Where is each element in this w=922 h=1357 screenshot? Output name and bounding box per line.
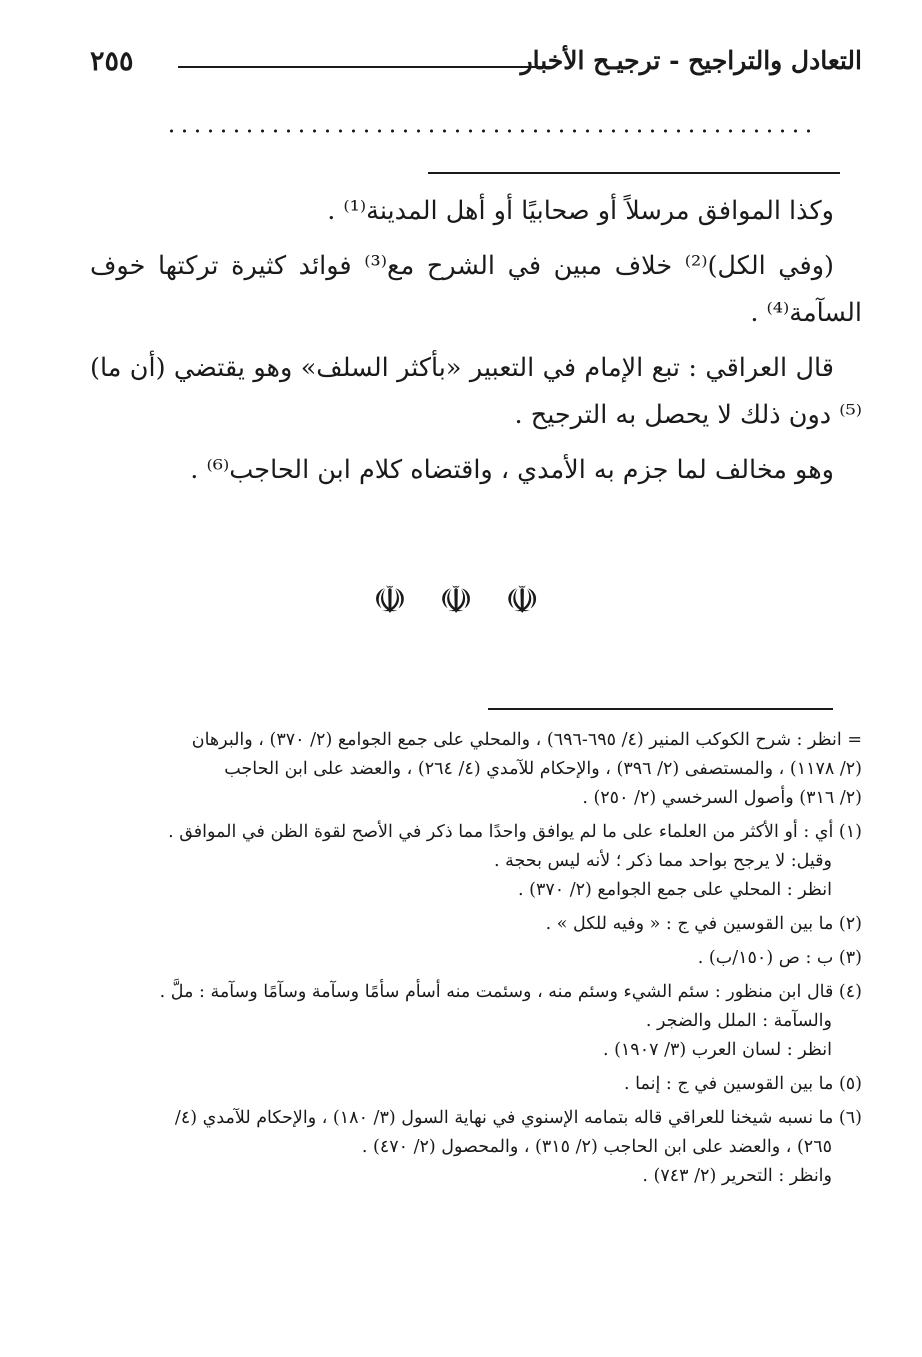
footnote-line: انظر : لسان العرب (٣/ ١٩٠٧) .: [602, 1040, 832, 1060]
footnote-line: = انظر : شرح الكوكب المنير (٤/ ٦٩٥-٦٩٦) ، والمحلي على جمع الجوامع (٢/ ٣٧٠) ، والبرهان: [191, 730, 862, 750]
footnote-line: (٢) ما بين القوسين في ج : « وفيه للكل » .: [545, 914, 862, 934]
paragraph-2-line-2: خوف السآمة⁽⁴⁾ .: [90, 251, 862, 328]
paragraph-2: [90, 243, 862, 337]
footnote-line: وانظر : التحرير (٢/ ٧٤٣) .: [642, 1166, 832, 1186]
paragraph-3: [90, 345, 862, 439]
paragraph-1: وكذا الموافق مرسلاً أو صحابيًا أو أهل المدينة⁽¹⁾ .: [327, 196, 834, 226]
main-text: [90, 188, 862, 494]
paragraph-4: وهو مخالف لما جزم به الأمدي ، واقتضاه كلام ابن الحاجب⁽⁶⁾ .: [190, 455, 834, 485]
footnote-line: انظر : المحلي على جمع الجوامع (٢/ ٣٧٠) .: [517, 880, 832, 900]
page-number: ٢٥٥: [90, 46, 134, 77]
running-header: [90, 40, 862, 90]
footnote-line: ٢٦٥) ، والعضد على ابن الحاجب (٢/ ٣١٥) ، والمحصول (٢/ ٤٧٠) .: [361, 1137, 832, 1157]
footnote-line: (٣) ب : ص (١٥٠/ب) .: [697, 948, 862, 968]
footnote-line: وقيل: لا يرجح بواحد مما ذكر ؛ لأنه ليس بحجة .: [493, 851, 832, 871]
footnote-line: (٢/ ١١٧٨) ، والمستصفى (٢/ ٣٩٦) ، والإحكام للآمدي (٤/ ٢٦٤) ، والعضد على ابن الحاجب: [224, 759, 862, 779]
paragraph-3-line-1: قال العراقي : تبع الإمام في التعبير «بأكثر السلف» وهو يقتضي (أن: [129, 353, 834, 383]
footnote-line: (٦) ما نسبه شيخنا للعراقي قاله بتمامه الإسنوي في نهاية السول (٣/ ١٨٠) ، والإحكام للآمدي (٤/: [174, 1108, 862, 1128]
footnote-3: [95, 944, 862, 973]
footnote-continuation: [95, 726, 862, 813]
footnote-line: (٢/ ٣١٦) وأصول السرخسي (٢/ ٢٥٠) .: [582, 788, 862, 808]
dotted-separator: [165, 124, 815, 138]
paragraph-3-line-2: ما)⁽⁵⁾ دون ذلك لا يحصل به الترجيح .: [90, 353, 862, 430]
footnote-4: [95, 978, 862, 1065]
footnote-line: (١) أي : أو الأكثر من العلماء على ما لم يوافق واحدًا مما ذكر في الأصح لقوة الظن في الموافق .: [168, 822, 862, 842]
footnote-line: والسآمة : الملل والضجر .: [645, 1011, 832, 1031]
section-rule: [428, 172, 840, 174]
footnote-rule: [488, 708, 833, 710]
footnotes: [95, 726, 862, 1196]
footnote-2: [95, 910, 862, 939]
footnote-5: [95, 1070, 862, 1099]
header-title: التعادل والتراجيح - ترجيـح الأخبار: [520, 46, 862, 75]
paragraph-2-line-1: (وفي الكل)⁽²⁾ خلاف مبين في الشرح مع⁽³⁾ فوائد كثيرة تركتها: [157, 251, 834, 281]
footnote-6: [95, 1104, 862, 1191]
footnote-line: (٤) قال ابن منظور : سئم الشيء وسئم منه ، وسئمت منه أسأم سأمًا وسآمة وسآمًا وسآمة : ملَّ .: [159, 982, 862, 1002]
footnote-line: (٥) ما بين القوسين في ج : إنما .: [624, 1074, 862, 1094]
ornament-flourish-icon: ☫ ☫ ☫: [372, 578, 550, 622]
footnote-1: [95, 818, 862, 905]
header-rule: [178, 66, 550, 68]
